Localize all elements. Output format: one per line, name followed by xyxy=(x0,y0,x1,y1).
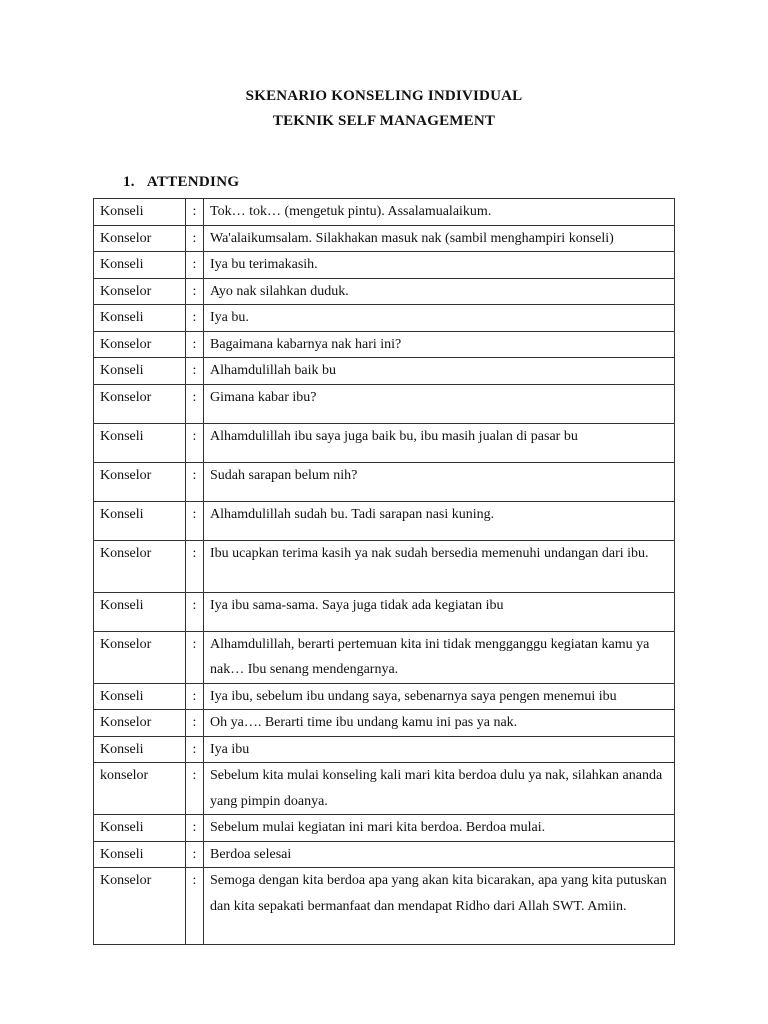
dialog-row xyxy=(94,501,675,540)
colon-cell: : xyxy=(186,540,204,592)
utterance-cell: Berdoa selesai xyxy=(204,841,675,868)
speaker-cell: Konselor xyxy=(94,710,186,737)
dialog-row xyxy=(94,763,675,815)
speaker-cell: Konseli xyxy=(94,423,186,462)
utterance-cell: Alhamdulillah, berarti pertemuan kita ini tidak mengganggu kegiatan kamu ya nak… Ibu senang mendengarnya. xyxy=(204,631,675,683)
colon-cell: : xyxy=(186,631,204,683)
colon-cell: : xyxy=(186,278,204,305)
speaker-cell: Konseli xyxy=(94,592,186,631)
utterance-cell: Sebelum mulai kegiatan ini mari kita berdoa. Berdoa mulai. xyxy=(204,815,675,842)
utterance-cell: Iya ibu xyxy=(204,736,675,763)
colon-cell: : xyxy=(186,763,204,815)
utterance-cell: Alhamdulillah sudah bu. Tadi sarapan nasi kuning. xyxy=(204,501,675,540)
dialog-row xyxy=(94,841,675,868)
colon-cell: : xyxy=(186,462,204,501)
speaker-cell: Konselor xyxy=(94,278,186,305)
utterance-cell: Bagaimana kabarnya nak hari ini? xyxy=(204,331,675,358)
speaker-cell: Konselor xyxy=(94,384,186,423)
dialog-row xyxy=(94,358,675,385)
utterance-cell: Alhamdulillah ibu saya juga baik bu, ibu masih jualan di pasar bu xyxy=(204,423,675,462)
speaker-cell: Konselor xyxy=(94,462,186,501)
dialog-row xyxy=(94,199,675,226)
utterance-cell: Iya ibu, sebelum ibu undang saya, sebenarnya saya pengen menemui ibu xyxy=(204,683,675,710)
utterance-cell: Ibu ucapkan terima kasih ya nak sudah bersedia memenuhi undangan dari ibu. xyxy=(204,540,675,592)
colon-cell: : xyxy=(186,358,204,385)
utterance-cell: Sudah sarapan belum nih? xyxy=(204,462,675,501)
dialog-row xyxy=(94,540,675,592)
document-title: SKENARIO KONSELING INDIVIDUAL xyxy=(245,88,523,104)
dialog-row xyxy=(94,225,675,252)
colon-cell: : xyxy=(186,592,204,631)
dialog-row xyxy=(94,815,675,842)
speaker-cell: Konseli xyxy=(94,252,186,279)
section-number: 1. xyxy=(123,174,135,190)
utterance-cell: Wa'alaikumsalam. Silakhakan masuk nak (sambil menghampiri konseli) xyxy=(204,225,675,252)
dialog-row xyxy=(94,868,675,945)
speaker-cell: Konseli xyxy=(94,841,186,868)
speaker-cell: Konselor xyxy=(94,540,186,592)
colon-cell: : xyxy=(186,252,204,279)
colon-cell: : xyxy=(186,501,204,540)
section-title: ATTENDING xyxy=(146,174,240,190)
dialog-row xyxy=(94,278,675,305)
speaker-cell: Konselor xyxy=(94,868,186,945)
speaker-cell: Konselor xyxy=(94,331,186,358)
speaker-cell: konselor xyxy=(94,763,186,815)
utterance-cell: Oh ya…. Berarti time ibu undang kamu ini pas ya nak. xyxy=(204,710,675,737)
utterance-cell: Iya bu. xyxy=(204,305,675,332)
speaker-cell: Konseli xyxy=(94,736,186,763)
colon-cell: : xyxy=(186,710,204,737)
speaker-cell: Konseli xyxy=(94,683,186,710)
dialog-row xyxy=(94,462,675,501)
speaker-cell: Konseli xyxy=(94,501,186,540)
document-subtitle: TEKNIK SELF MANAGEMENT xyxy=(272,113,496,129)
speaker-cell: Konselor xyxy=(94,631,186,683)
utterance-cell: Gimana kabar ibu? xyxy=(204,384,675,423)
section-heading xyxy=(123,174,239,191)
dialog-row xyxy=(94,592,675,631)
utterance-cell: Alhamdulillah baik bu xyxy=(204,358,675,385)
colon-cell: : xyxy=(186,331,204,358)
colon-cell: : xyxy=(186,423,204,462)
dialog-table xyxy=(93,198,675,945)
colon-cell: : xyxy=(186,225,204,252)
colon-cell: : xyxy=(186,841,204,868)
speaker-cell: Konselor xyxy=(94,225,186,252)
utterance-cell: Ayo nak silahkan duduk. xyxy=(204,278,675,305)
colon-cell: : xyxy=(186,384,204,423)
dialog-row xyxy=(94,305,675,332)
dialog-row xyxy=(94,252,675,279)
dialog-row xyxy=(94,710,675,737)
utterance-cell: Iya bu terimakasih. xyxy=(204,252,675,279)
speaker-cell: Konseli xyxy=(94,305,186,332)
colon-cell: : xyxy=(186,868,204,945)
utterance-cell: Semoga dengan kita berdoa apa yang akan kita bicarakan, apa yang kita putuskan dan kita sepakati bermanfaat dan mendapat Ridho dari Allah SWT. Amiin. xyxy=(204,868,675,945)
speaker-cell: Konseli xyxy=(94,358,186,385)
utterance-cell: Iya ibu sama-sama. Saya juga tidak ada kegiatan ibu xyxy=(204,592,675,631)
dialog-row xyxy=(94,631,675,683)
colon-cell: : xyxy=(186,736,204,763)
dialog-row xyxy=(94,683,675,710)
colon-cell: : xyxy=(186,815,204,842)
dialog-row xyxy=(94,331,675,358)
dialog-row xyxy=(94,736,675,763)
speaker-cell: Konseli xyxy=(94,199,186,226)
dialog-row xyxy=(94,423,675,462)
colon-cell: : xyxy=(186,683,204,710)
dialog-row xyxy=(94,384,675,423)
speaker-cell: Konseli xyxy=(94,815,186,842)
utterance-cell: Tok… tok… (mengetuk pintu). Assalamualaikum. xyxy=(204,199,675,226)
colon-cell: : xyxy=(186,199,204,226)
colon-cell: : xyxy=(186,305,204,332)
utterance-cell: Sebelum kita mulai konseling kali mari kita berdoa dulu ya nak, silahkan ananda yang pimpin doanya. xyxy=(204,763,675,815)
